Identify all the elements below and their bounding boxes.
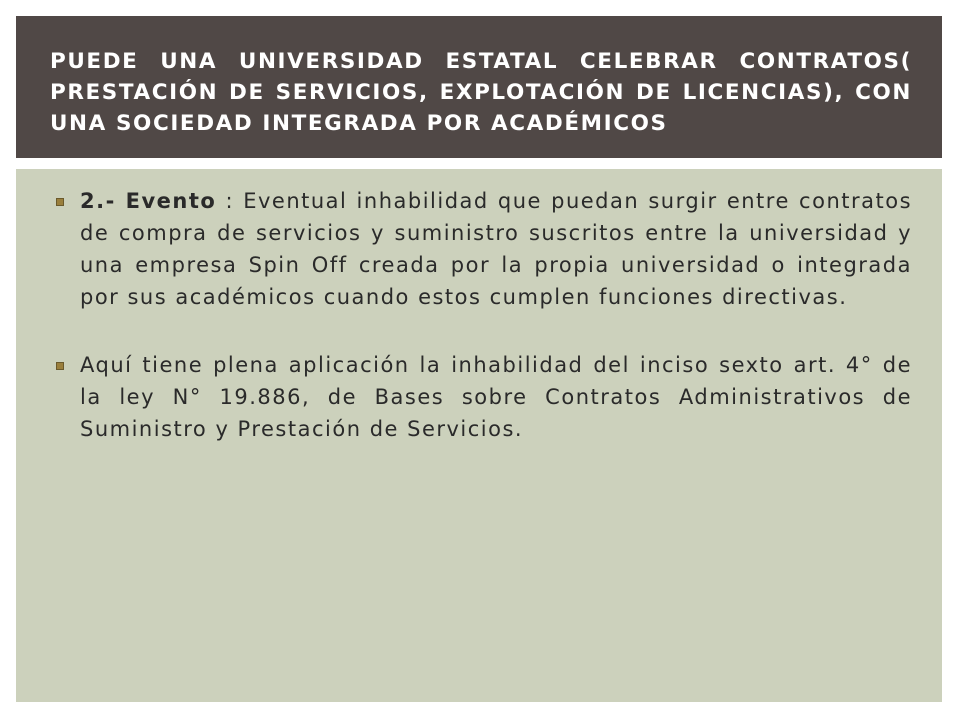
bullet-text: Aquí tiene plena aplicación la inhabilidad del inciso sexto art. 4° de la ley N° 19.886, de Bases sobre Contratos Administrativos de Suministro y Prestación de Servicios. [80,353,912,441]
slide-title: PUEDE UNA UNIVERSIDAD ESTATAL CELEBRAR CONTRATOS( PRESTACIÓN DE SERVICIOS, EXPLOTACIÓN DE LICENCIAS), CON UNA SOCIEDAD INTEGRADA POR ACADÉMICOS [50,49,912,136]
slide-title-bar [16,16,942,158]
bullet-list [56,185,912,445]
bullet-item-evento [56,185,912,313]
bullet-item-inhabilidad [56,349,912,445]
bullet-text: : Eventual inhabilidad que puedan surgir entre contratos de compra de servicios y suministro suscritos entre la universidad y una empresa Spin Off creada por la propia universidad o integrada por sus académicos cuando estos cumplen funciones directivas. [80,189,913,309]
bullet-lead-term: 2.- Evento [80,189,217,213]
slide-content-panel [16,169,942,702]
square-bullet-icon [56,198,64,206]
square-bullet-icon [56,362,64,370]
